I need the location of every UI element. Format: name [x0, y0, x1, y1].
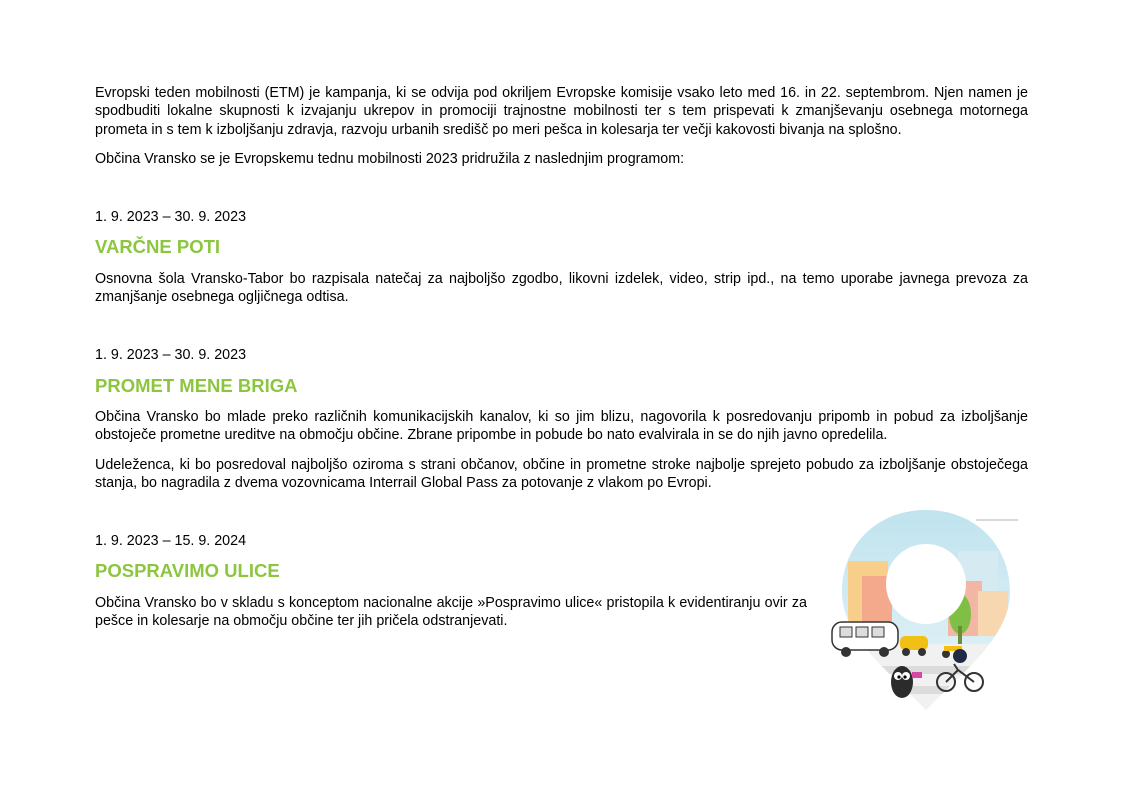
- section-2-paragraph-1: Občina Vransko bo mlade preko različnih komunikacijskih kanalov, ki so jim blizu, nagovorila k posredovanju pripomb in pobud za izboljšanje obstoječe prometne ureditve na območju občine. Zbrane pripombe in pobude bo nato evalvirala in se do njih javno opredelila.: [95, 409, 1028, 444]
- section-2-title: PROMET MENE BRIGA: [95, 375, 298, 396]
- section-2-date: 1. 9. 2023 – 30. 9. 2023: [95, 347, 247, 363]
- section-2-paragraph-2: Udeleženca, ki bo posredoval najboljšo oziroma s strani občanov, občine in prometne stroke najbolje sprejeto pobudo za izboljšanje obstoječega stanja, bo nagradila z dvema vozovnicama Interrail Global Pass za potovanje z vlakom po Evropi.: [95, 457, 1028, 492]
- location-pin-mobility-illustration: [828, 506, 1024, 714]
- intro-paragraph-2: Občina Vransko se je Evropskemu tednu mobilnosti 2023 pridružila z naslednjim programom:: [95, 151, 685, 167]
- section-1-title: VARČNE POTI: [95, 236, 221, 257]
- intro-paragraph-1: Evropski teden mobilnosti (ETM) je kampanja, ki se odvija pod okriljem Evropske komisije vsako leto med 16. in 22. septembrom. Njen namen je spodbuditi lokalne skupnosti k izvajanju ukrepov in promociji trajnostne mobilnosti ter s tem prispevati k zmanjševanju osebnega motornega prometa in s tem k izboljšanju zdravja, razvoju urbanih središč po meri pešca in kolesarja ter večji kakovosti bivanja na splošno.: [95, 85, 1028, 138]
- bus-icon: [832, 622, 898, 657]
- section-3-paragraph: Občina Vransko bo v skladu s konceptom nacionalne akcije »Pospravimo ulice« pristopila k evidentiranju ovir za pešce in kolesarje na območju občine ter jih pričela odstranjevati.: [95, 595, 807, 630]
- section-1-date: 1. 9. 2023 – 30. 9. 2023: [95, 209, 247, 225]
- section-3-title: POSPRAVIMO ULICE: [95, 560, 280, 581]
- section-1-paragraph: Osnovna šola Vransko-Tabor bo razpisala natečaj za najboljšo zgodbo, likovni izdelek, video, strip ipd., na temo uporabe javnega prevoza za zmanjšanje osebnega ogljičnega odtisa.: [95, 271, 1028, 306]
- pin-hole-icon: [886, 544, 966, 624]
- section-3-date: 1. 9. 2023 – 15. 9. 2024: [95, 533, 247, 549]
